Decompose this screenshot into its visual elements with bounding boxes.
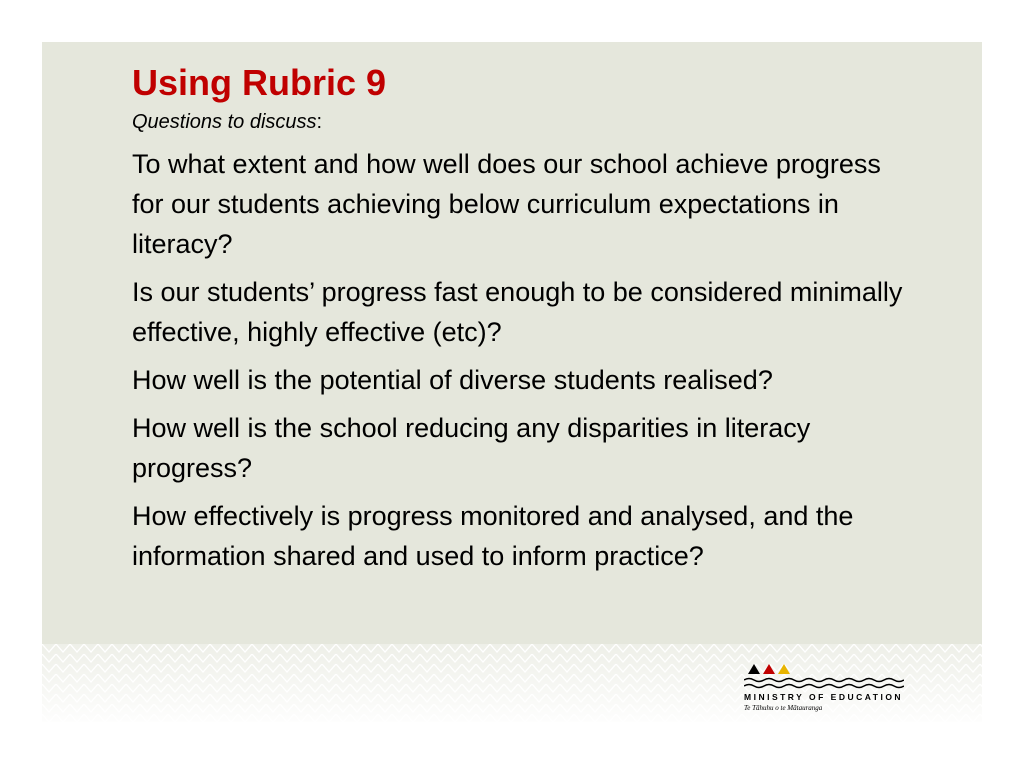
subtitle-italic: Questions to discuss [132,111,317,134]
logo-triangles-icon [748,664,904,674]
ministry-logo [744,664,904,714]
question-1: To what extent and how well does our school achieve progress for our students achieving below curriculum expectations in literacy? [132,149,881,260]
slide [42,42,982,722]
subtitle-suffix: : [316,111,323,134]
logo-waves-icon [744,676,904,690]
red-triangle-icon [763,664,775,674]
slide-subtitle [132,111,912,134]
slide-title: Using Rubric 9 [132,62,387,103]
question-3: How well is the potential of diverse students realised? [132,365,773,396]
yellow-triangle-icon [778,664,790,674]
slide-content [132,62,912,584]
black-triangle-icon [748,664,760,674]
ministry-maori-name: Te Tāhuhu o te Mātauranga [744,704,823,712]
question-4: How well is the school reducing any disparities in literacy progress? [132,413,811,484]
question-5: How effectively is progress monitored and analysed, and the information shared and used to inform practice? [132,501,854,572]
question-2: Is our students’ progress fast enough to be considered minimally effective, highly effective (etc)? [132,277,903,348]
ministry-name: MINISTRY OF EDUCATION [744,692,904,702]
